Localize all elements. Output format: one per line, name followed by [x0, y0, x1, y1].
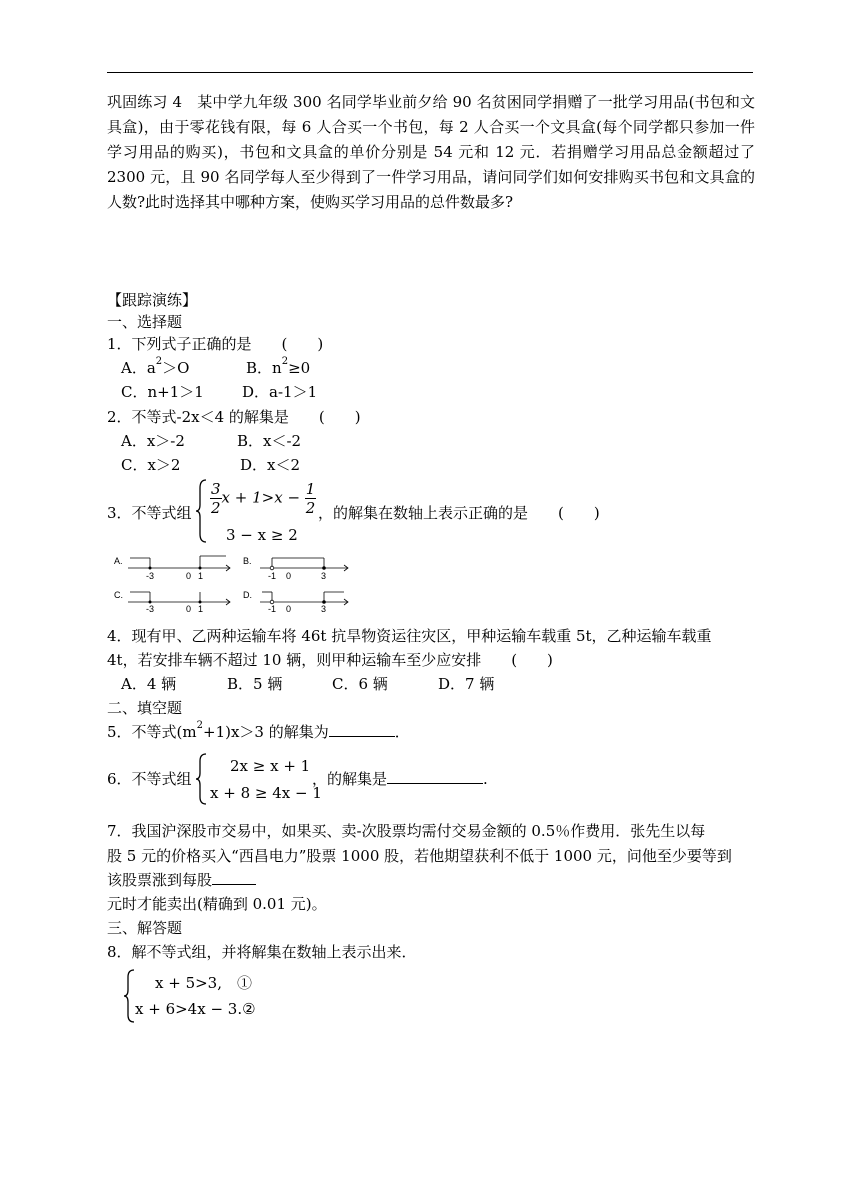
q4-option-b: B．5 辆	[227, 675, 283, 693]
q6-brace	[196, 752, 208, 806]
q3-option-a-tick-3: 1	[198, 571, 204, 581]
q3-option-a-tick-2: 0	[186, 571, 192, 581]
q5-answer-blank[interactable]	[329, 722, 395, 737]
q4-stem-line-1: 4．现有甲、乙两种运输车将 46t 抗旱物资运往灾区，甲种运输车载重 5t，乙种运输车载重	[107, 627, 712, 645]
q3-option-b-tick-3: 3	[321, 571, 327, 581]
q3-option-c-tick-3: 1	[198, 604, 204, 612]
q1-option-d: D．a-1＞1	[242, 383, 318, 401]
q3-option-a-label: A.	[114, 556, 123, 566]
q3-option-d-tick-2: 0	[286, 604, 292, 612]
q3-suffix: ，的解集在数轴上表示正确的是 ( )	[318, 504, 600, 522]
q6-prefix: 6．不等式组	[107, 770, 192, 788]
q1-option-a: A．$a^2>O$	[121, 356, 190, 377]
section-solve-title: 三、解答题	[107, 919, 183, 937]
q2-option-d: D．x＜2	[240, 456, 301, 474]
q3-option-a-tick-1: -3	[146, 571, 155, 581]
q2-option-c: C．x＞2	[121, 456, 181, 474]
q3-prefix: 3．不等式组	[107, 504, 192, 522]
practice-title: 【跟踪演练】	[107, 291, 198, 309]
q6-inequality-1: 2x ≥ x + 1	[230, 757, 311, 775]
q7-line-1: 7．我国沪深股市交易中，如果买、卖-次股票均需付交易金额的 0.5％作费用．张先生以每	[107, 822, 706, 840]
q4-option-a: A．4 辆	[121, 675, 177, 693]
q8-inequality-2: x + 6>4x − 3.②	[135, 1000, 256, 1018]
q6-answer-line: ，的解集是 .	[312, 770, 488, 788]
q3-option-d-label: D.	[243, 590, 252, 600]
q3-option-b-tick-2: 0	[286, 571, 292, 581]
q7-line-3: 该股票涨到每股	[107, 869, 256, 891]
q4-option-c: C．6 辆	[332, 675, 388, 693]
q3-option-d-tick-3: 3	[321, 604, 327, 612]
q3-option-b-label: B.	[243, 556, 252, 566]
q2-stem: 2．不等式-2x＜4 的解集是 ( )	[107, 408, 361, 426]
q1-stem: 1．下列式子正确的是 ( )	[107, 335, 324, 353]
q3-option-c-axis	[128, 592, 230, 605]
q3-option-d-tick-1: -1	[268, 604, 277, 612]
section-choice-title: 一、选择题	[107, 313, 183, 331]
q3-option-c-label: C.	[114, 590, 123, 600]
header-rule	[107, 72, 753, 73]
q3-brace	[196, 478, 208, 544]
q6-answer-blank[interactable]	[387, 769, 483, 784]
q5-stem: 5．不等式$(m^2+1)x>3$ 的解集为 ．	[107, 720, 410, 741]
q3-inequality-1: $\frac{3}{2}$ x + 1>x − $\frac{1}{2}$	[211, 480, 316, 517]
q1-option-b: B．$n^2\ge 0$	[246, 356, 311, 377]
q3-option-c-tick-1: -3	[146, 604, 155, 612]
q2-option-a: A．x＞-2	[121, 432, 185, 450]
q4-option-d: D．7 辆	[438, 675, 495, 693]
q3-inequality-2: 3 − x ≥ 2	[226, 526, 298, 544]
consolidation-exercise: 巩固练习 4 某中学九年级 300 名同学毕业前夕给 90 名贫困同学捐赠了一批学习用品(书包和文具盒)，由于零花钱有限，每 6 人合买一个书包，每 2 人合买一个文具盒(每个同学都只参加一件学习用品的购买)，书包和文具盒的单价分别是 54 元和 12 元．若捐赠学习用品总金额超过了 2300 元，且 90 名同学每人至少得到了一件学习用品，请问同学们如何安排购买书包和文具盒的人数?此时选择其中哪种方案，使购买学习用品的总件数最多?	[107, 93, 755, 211]
q2-option-b: B．x＜-2	[237, 432, 302, 450]
section-fill-title: 二、填空题	[107, 699, 183, 717]
q3-option-b-tick-1: -1	[268, 571, 277, 581]
q3-option-c-tick-2: 0	[186, 604, 192, 612]
q3-option-a-axis	[128, 556, 230, 571]
q7-line-4: 元时才能卖出(精确到 0.01 元)。	[107, 895, 327, 913]
q8-inequality-1: x + 5>3, ①	[155, 974, 252, 992]
q8-stem: 8．解不等式组，并将解集在数轴上表示出来．	[107, 943, 417, 961]
q4-stem-line-2: 4t，若安排车辆不超过 10 辆，则甲种运输车至少应安排 ( )	[107, 651, 553, 669]
q7-line-2: 股 5 元的价格买入“西昌电力”股票 1000 股，若他期望获利不低于 1000 元，问他至少要等到	[107, 847, 732, 865]
q6-inequality-2: x + 8 ≥ 4x − 1	[210, 784, 322, 802]
q1-option-c: C．n+1＞1	[121, 383, 204, 401]
q3-number-line-options	[112, 548, 362, 612]
q7-answer-blank[interactable]	[212, 870, 256, 885]
q3-option-b-axis	[260, 558, 348, 571]
